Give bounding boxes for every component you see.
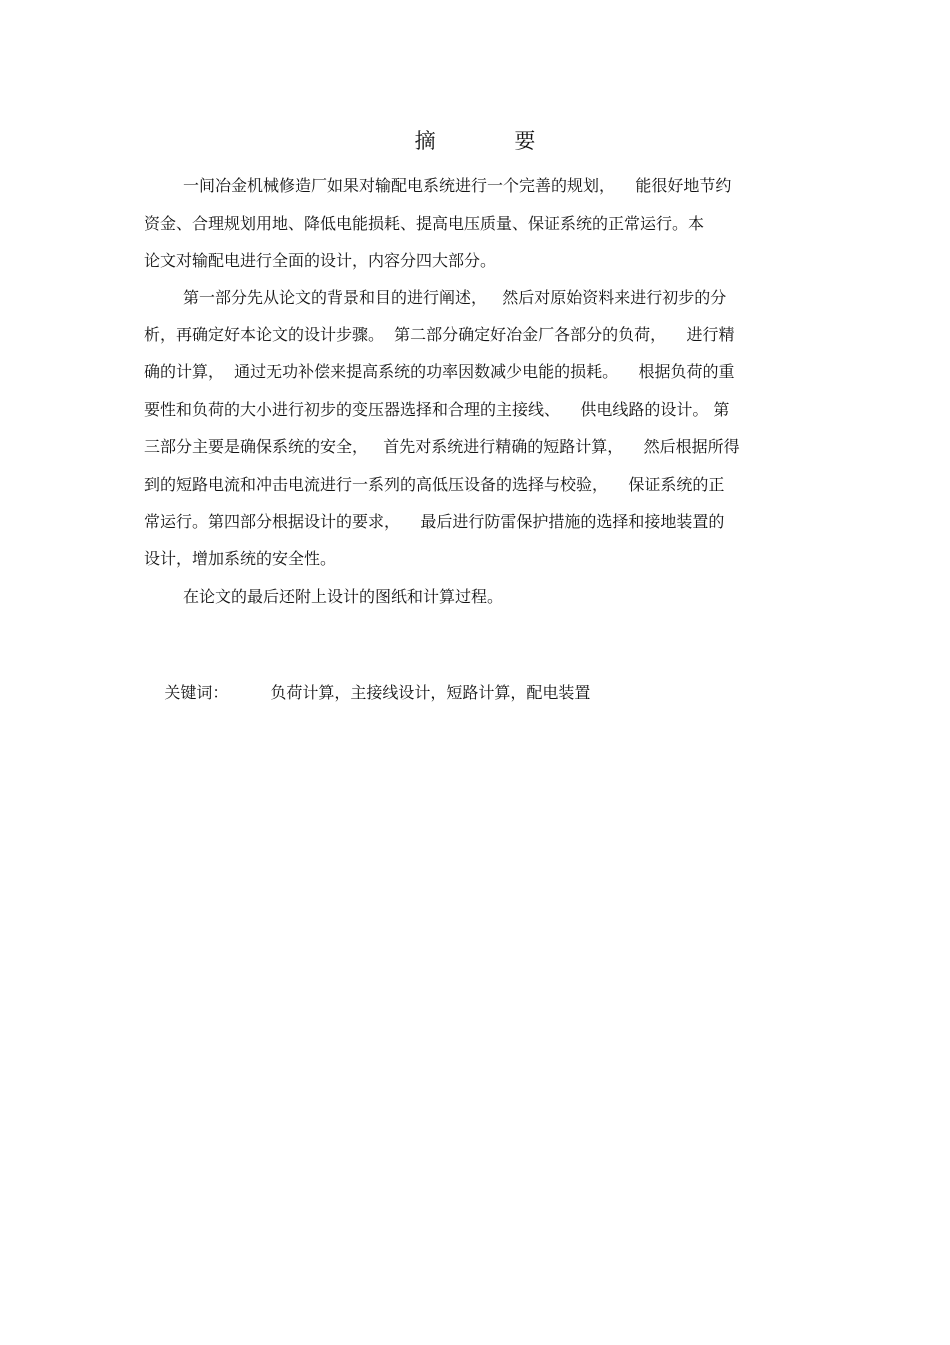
keywords-label: 关键词： bbox=[164, 683, 229, 702]
abstract-title: 摘 要 bbox=[414, 129, 572, 153]
paragraph-2-line-8: 设计，增加系统的安全性。 bbox=[144, 549, 337, 568]
paragraph-1-line-1: 一间冶金机械修造厂如果对输配电系统进行一个完善的规划， 能很好地节约 bbox=[183, 176, 732, 195]
paragraph-2-line-2: 析，再确定好本论文的设计步骤。 第二部分确定好冶金厂各部分的负荷， 进行精 bbox=[144, 325, 735, 344]
paragraph-2-line-7: 常运行。第四部分根据设计的要求， 最后进行防雷保护措施的选择和接地装置的 bbox=[144, 512, 725, 531]
keywords-value: 负荷计算，主接线设计，短路计算，配电装置 bbox=[270, 683, 591, 702]
paragraph-2-line-3: 确的计算， 通过无功补偿来提高系统的功率因数减少电能的损耗。 根据负荷的重 bbox=[144, 362, 735, 381]
keywords-line bbox=[144, 660, 590, 726]
paragraph-1-line-2: 资金、合理规划用地、降低电能损耗、提高电压质量、保证系统的正常运行。本 bbox=[144, 214, 705, 233]
paragraph-2-line-6: 到的短路电流和冲击电流进行一系列的高低压设备的选择与校验， 保证系统的正 bbox=[144, 475, 725, 494]
paragraph-2-line-1: 第一部分先从论文的背景和目的进行阐述， 然后对原始资料来进行初步的分 bbox=[183, 288, 727, 307]
paragraph-3-line-1: 在论文的最后还附上设计的图纸和计算过程。 bbox=[183, 587, 504, 606]
paragraph-2-line-4: 要性和负荷的大小进行初步的变压器选择和合理的主接线、 供电线路的设计。 第 bbox=[144, 400, 730, 419]
paragraph-1-line-3: 论文对输配电进行全面的设计，内容分四大部分。 bbox=[144, 251, 497, 270]
paragraph-2-line-5: 三部分主要是确保系统的安全， 首先对系统进行精确的短路计算， 然后根据所得 bbox=[144, 437, 740, 456]
